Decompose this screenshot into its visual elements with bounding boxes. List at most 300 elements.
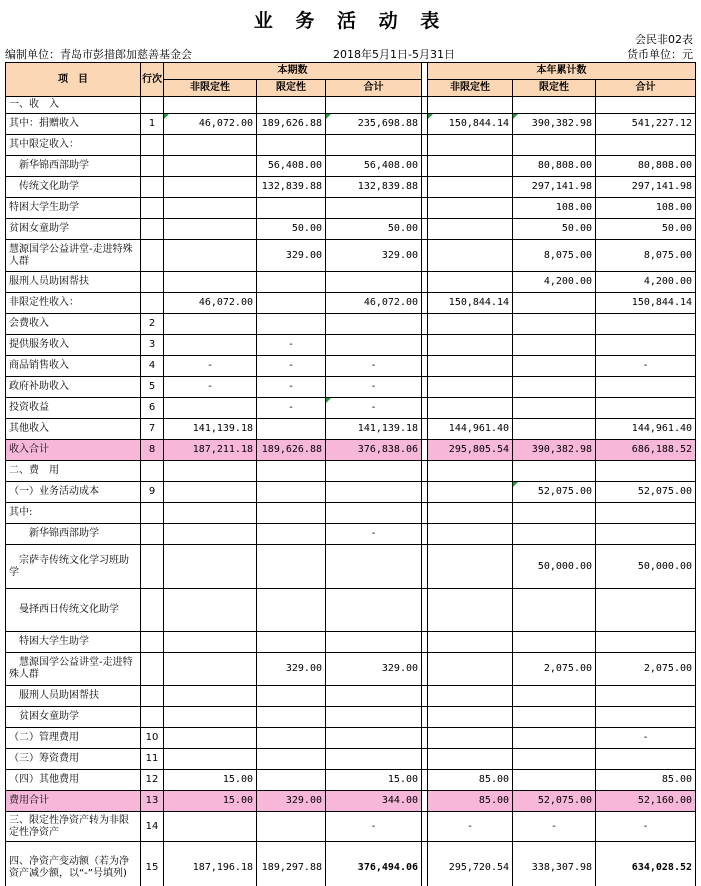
cell-y1 xyxy=(428,589,513,632)
cell-y2 xyxy=(513,524,596,545)
cell-y3 xyxy=(596,632,696,653)
row-label: 三、限定性净资产转为非限定性净资产 xyxy=(6,812,141,842)
cell-y1: 85.00 xyxy=(428,791,513,812)
row-line-number: 6 xyxy=(141,398,164,419)
cell-c3: - xyxy=(326,524,422,545)
row-line-number: 7 xyxy=(141,419,164,440)
cell-y3 xyxy=(596,135,696,156)
col-header-current-restricted: 限定性 xyxy=(257,80,326,97)
cell-y2: 390,382.98 xyxy=(513,114,596,135)
row-label: 四、净资产变动额（若为净资产减少额，以“-”号填列) xyxy=(6,842,141,886)
row-label: 一、收 入 xyxy=(6,97,141,114)
cell-y3: 85.00 xyxy=(596,770,696,791)
cell-c2 xyxy=(257,314,326,335)
cell-c3 xyxy=(326,686,422,707)
table-row xyxy=(6,419,696,440)
cell-c3 xyxy=(326,461,422,482)
cell-y2: - xyxy=(513,812,596,842)
cell-y2 xyxy=(513,356,596,377)
cell-y1: 150,844.14 xyxy=(428,293,513,314)
table-row xyxy=(6,842,696,886)
cell-y1 xyxy=(428,653,513,686)
cell-y2 xyxy=(513,589,596,632)
cell-y1: 85.00 xyxy=(428,770,513,791)
cell-y2: 52,075.00 xyxy=(513,791,596,812)
cell-c3: 376,494.06 xyxy=(326,842,422,886)
table-row xyxy=(6,728,696,749)
cell-c1 xyxy=(164,686,257,707)
cell-c3 xyxy=(326,335,422,356)
cell-c2 xyxy=(257,632,326,653)
cell-c1 xyxy=(164,812,257,842)
row-line-number xyxy=(141,503,164,524)
cell-c1 xyxy=(164,240,257,272)
cell-y3: 52,160.00 xyxy=(596,791,696,812)
cell-y3: 50,000.00 xyxy=(596,545,696,589)
row-line-number xyxy=(141,707,164,728)
cell-y3: 50.00 xyxy=(596,219,696,240)
row-label: （三）筹资费用 xyxy=(6,749,141,770)
row-line-number xyxy=(141,177,164,198)
cell-y2 xyxy=(513,749,596,770)
row-line-number: 1 xyxy=(141,114,164,135)
cell-y1 xyxy=(428,314,513,335)
row-line-number xyxy=(141,293,164,314)
cell-c1 xyxy=(164,653,257,686)
cell-c2: 189,297.88 xyxy=(257,842,326,886)
table-row xyxy=(6,293,696,314)
cell-y3 xyxy=(596,97,696,114)
cell-y2 xyxy=(513,503,596,524)
cell-y3 xyxy=(596,524,696,545)
cell-y2: 297,141.98 xyxy=(513,177,596,198)
cell-y2 xyxy=(513,419,596,440)
cell-c1 xyxy=(164,589,257,632)
col-header-line: 行次 xyxy=(141,63,164,97)
cell-y2 xyxy=(513,728,596,749)
table-row xyxy=(6,135,696,156)
row-label: 新华锦西部助学 xyxy=(6,524,141,545)
cell-c1 xyxy=(164,545,257,589)
cell-c2 xyxy=(257,812,326,842)
row-label: 慧源国学公益讲堂-走进特殊人群 xyxy=(6,240,141,272)
row-label: 投资收益 xyxy=(6,398,141,419)
cell-y2 xyxy=(513,335,596,356)
currency-unit: 货币单位：元 xyxy=(627,48,693,61)
cell-y3 xyxy=(596,377,696,398)
row-line-number xyxy=(141,219,164,240)
table-row xyxy=(6,398,696,419)
cell-y1 xyxy=(428,524,513,545)
cell-c2 xyxy=(257,728,326,749)
row-label: （一）业务活动成本 xyxy=(6,482,141,503)
cell-c1: 141,139.18 xyxy=(164,419,257,440)
table-row xyxy=(6,314,696,335)
cell-c1 xyxy=(164,198,257,219)
cell-c3 xyxy=(326,503,422,524)
cell-c1 xyxy=(164,461,257,482)
cell-c1 xyxy=(164,524,257,545)
cell-c2: 56,408.00 xyxy=(257,156,326,177)
cell-c2 xyxy=(257,482,326,503)
row-line-number xyxy=(141,653,164,686)
cell-c3 xyxy=(326,482,422,503)
cell-y1: 295,805.54 xyxy=(428,440,513,461)
cell-c2: - xyxy=(257,335,326,356)
cell-c2: 329.00 xyxy=(257,791,326,812)
cell-y2: 8,075.00 xyxy=(513,240,596,272)
cell-y3 xyxy=(596,749,696,770)
row-line-number xyxy=(141,524,164,545)
table-row xyxy=(6,461,696,482)
table-row xyxy=(6,114,696,135)
row-label: 特困大学生助学 xyxy=(6,632,141,653)
cell-y2: 50.00 xyxy=(513,219,596,240)
cell-y3 xyxy=(596,589,696,632)
cell-c3: 376,838.06 xyxy=(326,440,422,461)
row-label: 收入合计 xyxy=(6,440,141,461)
table-row xyxy=(6,707,696,728)
cell-c1 xyxy=(164,398,257,419)
table-row xyxy=(6,545,696,589)
cell-y2: 2,075.00 xyxy=(513,653,596,686)
table-row xyxy=(6,770,696,791)
cell-c2: 189,626.88 xyxy=(257,440,326,461)
col-header-ytd-unrestricted: 非限定性 xyxy=(428,80,513,97)
cell-c1: 187,211.18 xyxy=(164,440,257,461)
cell-y3: - xyxy=(596,728,696,749)
cell-y2: 50,000.00 xyxy=(513,545,596,589)
cell-c1 xyxy=(164,728,257,749)
row-label: 会费收入 xyxy=(6,314,141,335)
cell-c2 xyxy=(257,686,326,707)
table-row xyxy=(6,749,696,770)
table-row xyxy=(6,686,696,707)
cell-c3 xyxy=(326,632,422,653)
cell-c3: 132,839.88 xyxy=(326,177,422,198)
row-label: 服刑人员助困帮扶 xyxy=(6,686,141,707)
table-row xyxy=(6,482,696,503)
cell-c2 xyxy=(257,503,326,524)
cell-c3: 329.00 xyxy=(326,240,422,272)
row-label: 费用合计 xyxy=(6,791,141,812)
cell-c2 xyxy=(257,707,326,728)
cell-c1: - xyxy=(164,356,257,377)
col-header-current: 本期数 xyxy=(164,63,422,80)
cell-y1 xyxy=(428,503,513,524)
table-row xyxy=(6,503,696,524)
cell-c3: 141,139.18 xyxy=(326,419,422,440)
cell-c2: 189,626.88 xyxy=(257,114,326,135)
cell-c2 xyxy=(257,272,326,293)
cell-c1 xyxy=(164,707,257,728)
cell-y3: 144,961.40 xyxy=(596,419,696,440)
cell-y1 xyxy=(428,461,513,482)
cell-y3 xyxy=(596,461,696,482)
row-line-number xyxy=(141,135,164,156)
cell-c2: 50.00 xyxy=(257,219,326,240)
cell-c2: - xyxy=(257,356,326,377)
row-line-number: 15 xyxy=(141,842,164,886)
row-label: 慧源国学公益讲堂-走进特殊人群 xyxy=(6,653,141,686)
cell-c1 xyxy=(164,97,257,114)
cell-y3 xyxy=(596,398,696,419)
cell-y2 xyxy=(513,293,596,314)
cell-c3 xyxy=(326,728,422,749)
cell-c3: - xyxy=(326,398,422,419)
row-label: 其中限定收入： xyxy=(6,135,141,156)
col-header-ytd: 本年累计数 xyxy=(428,63,696,80)
cell-y3: 8,075.00 xyxy=(596,240,696,272)
cell-c3 xyxy=(326,135,422,156)
cell-c3 xyxy=(326,589,422,632)
row-label: 非限定性收入： xyxy=(6,293,141,314)
cell-y3: 2,075.00 xyxy=(596,653,696,686)
cell-y2 xyxy=(513,707,596,728)
cell-c1: - xyxy=(164,377,257,398)
cell-c2 xyxy=(257,198,326,219)
row-label: 传统文化助学 xyxy=(6,177,141,198)
row-label: 商品销售收入 xyxy=(6,356,141,377)
col-header-ytd-restricted: 限定性 xyxy=(513,80,596,97)
cell-c1: 46,072.00 xyxy=(164,293,257,314)
cell-y2 xyxy=(513,398,596,419)
col-header-current-unrestricted: 非限定性 xyxy=(164,80,257,97)
cell-c1: 46,072.00 xyxy=(164,114,257,135)
table-row xyxy=(6,272,696,293)
cell-c3: 50.00 xyxy=(326,219,422,240)
row-line-number: 3 xyxy=(141,335,164,356)
table-row xyxy=(6,97,696,114)
col-header-item: 项 目 xyxy=(6,63,141,97)
row-line-number: 5 xyxy=(141,377,164,398)
row-line-number: 13 xyxy=(141,791,164,812)
cell-y1: 150,844.14 xyxy=(428,114,513,135)
cell-y1 xyxy=(428,707,513,728)
row-label: 其中：捐赠收入 xyxy=(6,114,141,135)
cell-y3: 4,200.00 xyxy=(596,272,696,293)
table-row xyxy=(6,335,696,356)
cell-c3 xyxy=(326,272,422,293)
cell-y2: 390,382.98 xyxy=(513,440,596,461)
cell-c3: 235,698.88 xyxy=(326,114,422,135)
cell-y3 xyxy=(596,314,696,335)
row-label: 提供服务收入 xyxy=(6,335,141,356)
cell-y1: - xyxy=(428,812,513,842)
cell-c1 xyxy=(164,177,257,198)
cell-c2 xyxy=(257,461,326,482)
cell-y1 xyxy=(428,240,513,272)
cell-y2 xyxy=(513,377,596,398)
cell-y1 xyxy=(428,135,513,156)
cell-c1 xyxy=(164,272,257,293)
cell-c2 xyxy=(257,545,326,589)
page-title: 业 务 活 动 表 xyxy=(253,10,448,32)
row-label: 其中: xyxy=(6,503,141,524)
table-row xyxy=(6,632,696,653)
row-line-number: 11 xyxy=(141,749,164,770)
cell-c3: 56,408.00 xyxy=(326,156,422,177)
cell-y3: 80,808.00 xyxy=(596,156,696,177)
cell-y1 xyxy=(428,335,513,356)
cell-c3 xyxy=(326,707,422,728)
row-line-number xyxy=(141,198,164,219)
cell-y2 xyxy=(513,632,596,653)
reporting-unit: 编制单位：青岛市彭措郎加慈善基金会 xyxy=(5,48,192,61)
cell-c1: 15.00 xyxy=(164,770,257,791)
table-row xyxy=(6,356,696,377)
cell-c3: - xyxy=(326,812,422,842)
row-line-number xyxy=(141,632,164,653)
row-label: 其他收入 xyxy=(6,419,141,440)
cell-c3: - xyxy=(326,377,422,398)
row-line-number: 10 xyxy=(141,728,164,749)
cell-c2 xyxy=(257,135,326,156)
row-line-number xyxy=(141,97,164,114)
cell-y1 xyxy=(428,749,513,770)
row-line-number xyxy=(141,686,164,707)
cell-y1 xyxy=(428,482,513,503)
cell-y2 xyxy=(513,461,596,482)
cell-c1 xyxy=(164,156,257,177)
row-line-number: 14 xyxy=(141,812,164,842)
cell-y2 xyxy=(513,770,596,791)
cell-c2: 329.00 xyxy=(257,240,326,272)
row-label: 特困大学生助学 xyxy=(6,198,141,219)
row-label: 二、费 用 xyxy=(6,461,141,482)
cell-c2: 329.00 xyxy=(257,653,326,686)
cell-y3: - xyxy=(596,356,696,377)
table-row xyxy=(6,156,696,177)
cell-y1: 144,961.40 xyxy=(428,419,513,440)
cell-y2 xyxy=(513,135,596,156)
cell-c2: 132,839.88 xyxy=(257,177,326,198)
cell-y3: 108.00 xyxy=(596,198,696,219)
row-line-number xyxy=(141,589,164,632)
cell-y2: 338,307.98 xyxy=(513,842,596,886)
cell-y1: 295,720.54 xyxy=(428,842,513,886)
cell-c2 xyxy=(257,97,326,114)
cell-y2: 80,808.00 xyxy=(513,156,596,177)
cell-y2: 108.00 xyxy=(513,198,596,219)
table-row xyxy=(6,653,696,686)
cell-c1 xyxy=(164,219,257,240)
cell-y2 xyxy=(513,314,596,335)
cell-y1 xyxy=(428,356,513,377)
row-line-number xyxy=(141,461,164,482)
cell-c1 xyxy=(164,314,257,335)
table-row xyxy=(6,377,696,398)
row-label: （二）管理费用 xyxy=(6,728,141,749)
cell-y2 xyxy=(513,686,596,707)
table-row xyxy=(6,812,696,842)
cell-y3 xyxy=(596,335,696,356)
cell-c1 xyxy=(164,632,257,653)
cell-y1 xyxy=(428,97,513,114)
row-line-number xyxy=(141,545,164,589)
row-label: 宗萨寺传统文化学习班助学 xyxy=(6,545,141,589)
cell-c2 xyxy=(257,749,326,770)
row-label: 曼择西日传统文化助学 xyxy=(6,589,141,632)
cell-c1: 15.00 xyxy=(164,791,257,812)
cell-c3: 329.00 xyxy=(326,653,422,686)
cell-y3: 52,075.00 xyxy=(596,482,696,503)
cell-c3 xyxy=(326,314,422,335)
cell-y1 xyxy=(428,545,513,589)
row-label: 新华锦西部助学 xyxy=(6,156,141,177)
cell-c3 xyxy=(326,545,422,589)
row-label: 贫困女童助学 xyxy=(6,707,141,728)
form-number: 会民非02表 xyxy=(635,33,693,46)
row-line-number: 2 xyxy=(141,314,164,335)
table-row xyxy=(6,219,696,240)
cell-y3: 634,028.52 xyxy=(596,842,696,886)
cell-c2 xyxy=(257,770,326,791)
cell-y3: 686,188.52 xyxy=(596,440,696,461)
cell-c2 xyxy=(257,293,326,314)
report-period: 2018年5月1日-5月31日 xyxy=(333,48,455,61)
table-row xyxy=(6,589,696,632)
cell-y2: 4,200.00 xyxy=(513,272,596,293)
cell-c2 xyxy=(257,589,326,632)
cell-y1 xyxy=(428,219,513,240)
cell-c1 xyxy=(164,503,257,524)
col-header-ytd-total: 合计 xyxy=(596,80,696,97)
cell-y3 xyxy=(596,686,696,707)
cell-c3 xyxy=(326,97,422,114)
cell-y3: 297,141.98 xyxy=(596,177,696,198)
cell-y1 xyxy=(428,177,513,198)
cell-c3 xyxy=(326,198,422,219)
cell-c1 xyxy=(164,335,257,356)
row-line-number: 8 xyxy=(141,440,164,461)
row-label: （四）其他费用 xyxy=(6,770,141,791)
table-row xyxy=(6,791,696,812)
row-line-number: 9 xyxy=(141,482,164,503)
cell-y1 xyxy=(428,272,513,293)
cell-y1 xyxy=(428,156,513,177)
col-header-current-total: 合计 xyxy=(326,80,422,97)
cell-y1 xyxy=(428,632,513,653)
row-line-number xyxy=(141,240,164,272)
cell-y3: 150,844.14 xyxy=(596,293,696,314)
cell-y1 xyxy=(428,377,513,398)
row-line-number xyxy=(141,156,164,177)
cell-y3 xyxy=(596,503,696,524)
cell-y2 xyxy=(513,97,596,114)
cell-c3 xyxy=(326,749,422,770)
cell-c3: 15.00 xyxy=(326,770,422,791)
cell-c3: 46,072.00 xyxy=(326,293,422,314)
cell-c2 xyxy=(257,524,326,545)
row-label: 服刑人员助困帮扶 xyxy=(6,272,141,293)
cell-y3 xyxy=(596,707,696,728)
table-row xyxy=(6,524,696,545)
cell-y1 xyxy=(428,198,513,219)
table-row xyxy=(6,440,696,461)
cell-c1 xyxy=(164,135,257,156)
row-label: 政府补助收入 xyxy=(6,377,141,398)
row-line-number xyxy=(141,272,164,293)
cell-c1 xyxy=(164,749,257,770)
cell-y2: 52,075.00 xyxy=(513,482,596,503)
cell-c2: - xyxy=(257,398,326,419)
cell-y1 xyxy=(428,398,513,419)
cell-c3: - xyxy=(326,356,422,377)
activity-statement-table xyxy=(5,62,696,886)
table-row xyxy=(6,240,696,272)
row-line-number: 12 xyxy=(141,770,164,791)
